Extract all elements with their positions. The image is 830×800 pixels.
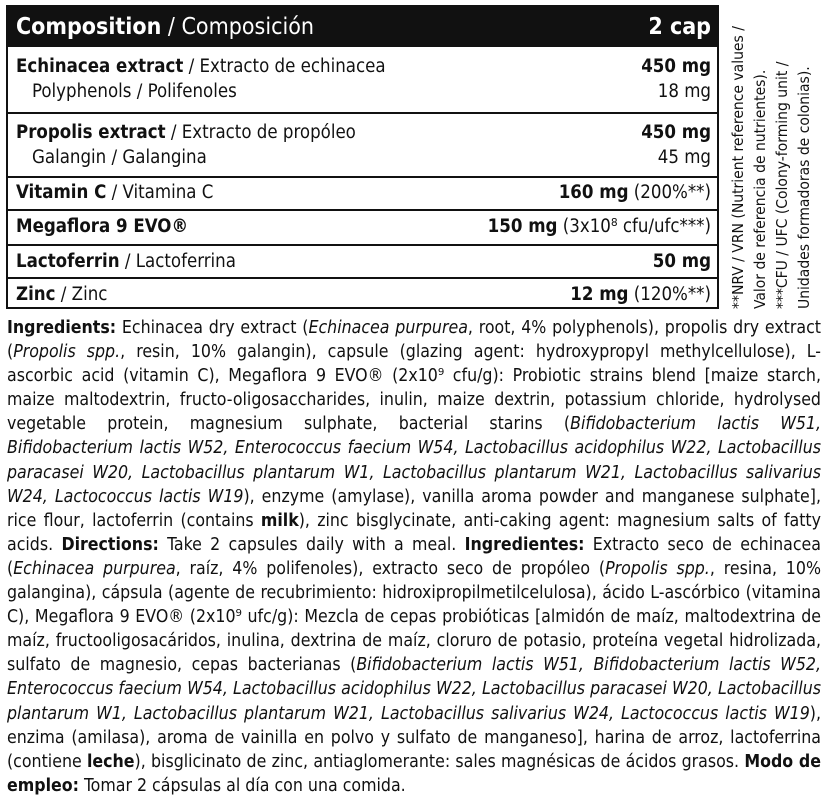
sub-ingredient-amount: 18 mg — [657, 81, 711, 102]
text-run: ), enzima (amilasa), aroma de vainilla en polvo y sulfato de manganeso], harina de arroz, lactoferrina (contiene — [7, 703, 821, 772]
text-run: Echinacea dry extract ( — [116, 318, 309, 338]
sub-ingredient-name: Galangin / Galangina — [32, 147, 207, 168]
ingredient-name-en: Echinacea extract — [16, 56, 184, 77]
ingredient-note: (3x10⁸ cfu/ufc***) — [562, 216, 711, 237]
composition-header — [8, 7, 717, 47]
row-propolis: Propolis extract / Extracto de propóleo 450 mg Galangin / Galangina 45 mg — [8, 114, 717, 178]
footnotes — [727, 6, 827, 309]
ingredient-note: (120%**) — [633, 284, 711, 305]
row-zinc: Zinc / Zinc 12 mg (120%**) — [16, 284, 711, 305]
header-title-en: Composition — [16, 14, 162, 40]
text-run: , root, 4% polyphenols), propolis dry extract ( — [7, 318, 821, 363]
ingredient-amount: 150 mg — [487, 216, 558, 237]
ingredient-note: (200%**) — [633, 182, 711, 203]
ingredient-name-en: Lactoferrin — [16, 251, 120, 272]
text-run: ), zinc bisglycinate, anti-caking agent: magnesium salts of fatty acids. — [7, 510, 821, 555]
ingredient-amount: 50 mg — [652, 251, 711, 272]
allergen-text: leche — [86, 751, 135, 772]
italic-text-run: Propolis spp. — [13, 342, 121, 363]
footnote-cfu-line1: ***CFU / UFC (Colony-forming unit / — [773, 61, 791, 309]
ingredient-amount: 160 mg — [558, 182, 629, 203]
row-echinacea: Echinacea extract / Extracto de echinacea 450 mg Polyphenols / Polifenoles 18 mg — [8, 47, 717, 114]
text-run: ), bisglicinato de zinc, antiaglomerante: sales magnésicas de ácidos grasos. — [134, 751, 745, 772]
ingredient-name-en: Vitamin C — [16, 182, 107, 203]
ingredient-name-es: Zinc — [71, 284, 108, 305]
composition-table — [6, 5, 719, 309]
italic-text-run: Echinacea purpurea — [13, 558, 176, 579]
ingredient-name-es: Lactoferrina — [135, 251, 236, 272]
ingredient-name-en: Propolis extract — [16, 122, 166, 143]
ingredient-amount: 450 mg — [641, 122, 711, 143]
footnote-nrv-line1: **NRV / VRN (Nutrient reference values / — [729, 26, 747, 309]
row-vitamin-c: Vitamin C / Vitamina C 160 mg (200%**) — [8, 178, 717, 211]
directions-label-en: Directions: — [61, 534, 159, 555]
header-dose: 2 cap — [648, 14, 711, 40]
ingredient-amount: 12 mg — [570, 284, 629, 305]
row-lactoferrin: Lactoferrin / Lactoferrina 50 mg — [8, 246, 717, 279]
directions-text-en: Take 2 capsules daily with a meal. — [158, 534, 465, 555]
ingredients-label-en: Ingredients: — [7, 318, 117, 338]
text-run: , resina, 10% galangina), cápsula (agente de recubrimiento: hidroxipropilmetilcelulosa), ácido L-ascórbico (vitamina C), Megaflora 9 EVO® (2x10⁹ ufc/g): Mezcla de cepas probióticas [almidón de maíz, maltodextrina de maíz, fructooligosacáridos, inulina, dextrina de maíz, cloruro de potasio, proteína vegetal hidrolizada, sulfato de magnesio, cepas bacterianas ( — [7, 558, 821, 676]
text-run: , resin, 10% galangin), capsule (glazing agent: hydroxypropyl methylcellulose), L-ascorbic acid (vitamin C), Megaflora 9 EVO® (2x10⁹ cfu/g): Probiotic strains blend [maize starch, maize maltodextrin, fructo-oligosaccharides, inulin, maize dextrin, potassium chloride, hydrolysed vegetable protein, magnesium sulphate, bacterial starins ( — [7, 342, 821, 435]
ingredient-name-es: Vitamina C — [122, 182, 214, 203]
ingredients-label-es: Ingredientes: — [464, 534, 585, 555]
sub-ingredient-amount: 45 mg — [657, 147, 711, 168]
ingredient-name-es: Extracto de echinacea — [199, 56, 386, 77]
footnote-nrv-line2: Valor de referencia de nutrientes). — [751, 69, 769, 309]
ingredient-name-en: Megaflora 9 EVO® — [16, 216, 189, 237]
italic-text-run: Echinacea purpurea — [308, 318, 468, 338]
italic-text-run: Bifidobacterium lactis W51, Bifidobacterium lactis W52, Enterococcus faecium W54, Lactobacillus acidophilus W22, Lactobacillus paracasei W20, Lactobacillus plantarum W1, Lactobacillus plantarum W21, Lactobacillus salivarius W24, Lactococcus lactis W19 — [7, 414, 822, 507]
text-run: Extracto seco de echinacea ( — [7, 534, 821, 579]
italic-text-run: Propolis spp. — [605, 558, 710, 579]
ingredients-text — [7, 316, 821, 798]
sub-ingredient-name: Polyphenols / Polifenoles — [32, 81, 237, 102]
ingredients-body-es — [7, 535, 821, 772]
text-run: , raíz, 4% polifenoles), extracto seco de propóleo ( — [175, 558, 606, 579]
ingredient-name-es: Extracto de propóleo — [181, 122, 356, 143]
row-megaflora — [8, 211, 717, 246]
italic-text-run: Bifidobacterium lactis W51, Bifidobacterium lactis W52, Enterococcus faecium W54, Lactobacillus acidophilus W22, Lactobacillus paracasei W20, Lactobacillus plantarum W1, Lactobacillus plantarum W21, Lactobacillus salivarius W24, Lactococcus lactis W19 — [7, 655, 821, 724]
ingredients-body-en — [7, 318, 821, 555]
text-run: ), enzyme (amylase), vanilla aroma powder and manganese sulphate], rice flour, lactoferrin (contains — [7, 486, 821, 531]
allergen-text: milk — [260, 510, 299, 531]
ingredient-name-en: Zinc — [16, 284, 56, 305]
header-separator: / — [161, 14, 182, 40]
header-title-es: Composición — [181, 14, 314, 40]
directions-text-es: Tomar 2 cápsulas al día con una comida. — [78, 775, 406, 796]
ingredient-amount: 450 mg — [641, 56, 711, 77]
directions-label-es: Modo de empleo: — [7, 751, 821, 796]
footnote-cfu-line2: Unidades formadoras de colonias). — [795, 66, 813, 309]
